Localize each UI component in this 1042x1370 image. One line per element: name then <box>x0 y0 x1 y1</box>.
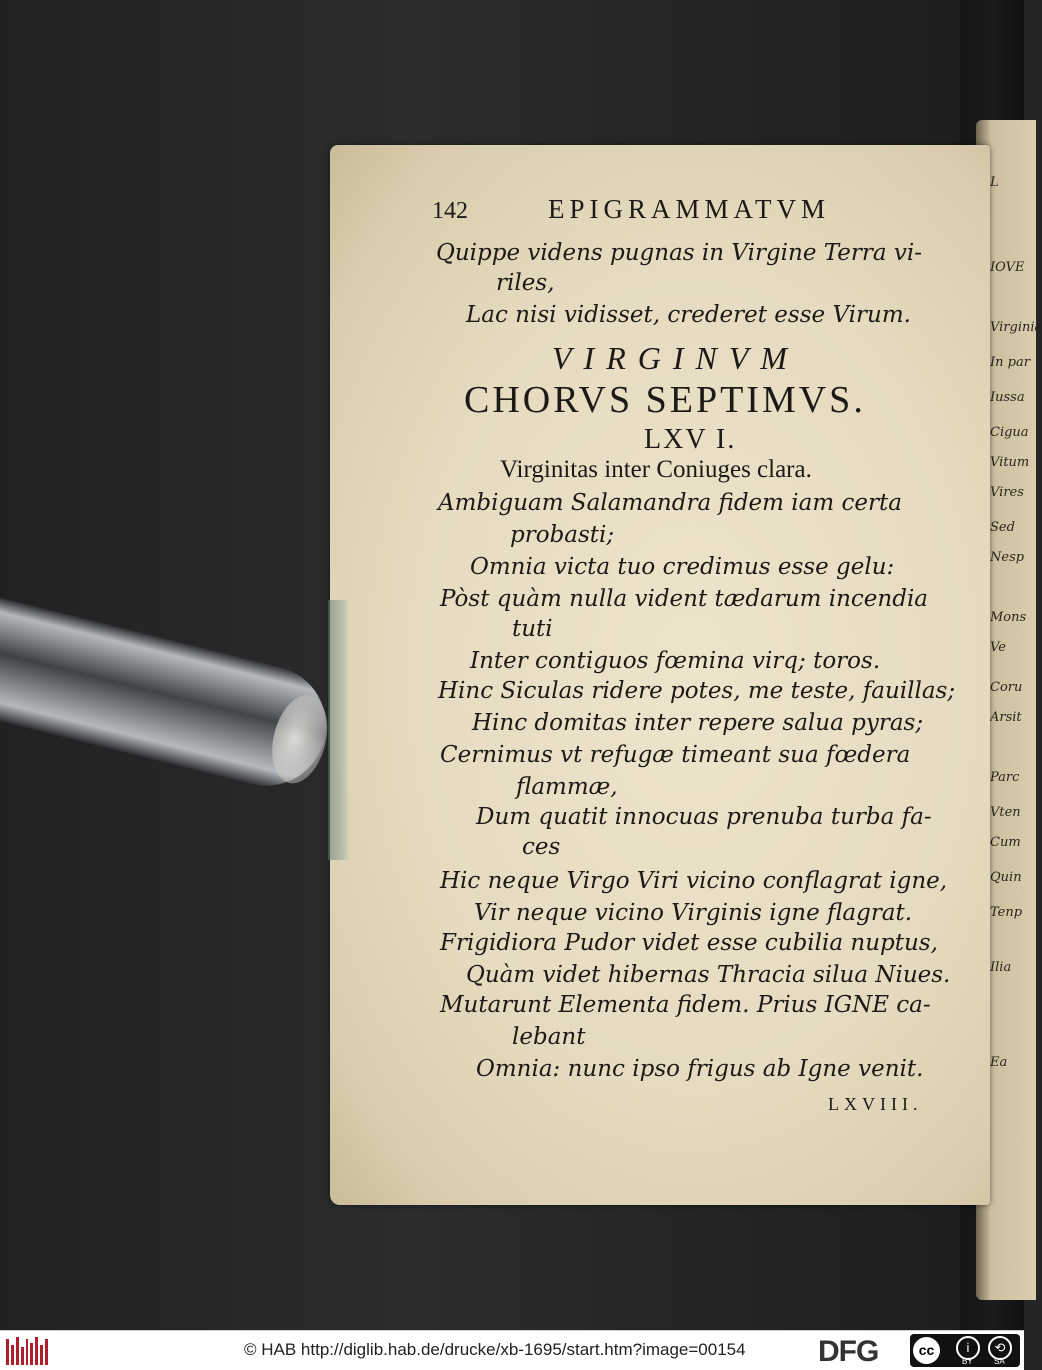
verse-line: riles, <box>496 270 555 296</box>
verse-line: tuti <box>512 616 553 642</box>
hab-logo-icon <box>6 1337 48 1365</box>
facing-fragment: Cigua <box>990 425 1029 440</box>
facing-fragment: Vires <box>990 485 1024 500</box>
verse-line: Quàm videt hibernas Thracia silua Niues. <box>466 962 951 988</box>
verse-line: probasti; <box>510 522 615 548</box>
facing-fragment: Arsit <box>990 710 1022 725</box>
facing-fragment: Vitum <box>990 455 1030 470</box>
dfg-logo-icon: DFG <box>818 1335 879 1368</box>
facing-fragment: Tenp <box>990 905 1023 920</box>
epigram-number: LXV I. <box>644 424 737 455</box>
facing-fragment: Parc <box>990 770 1020 785</box>
verse-line: Lac nisi vidisset, crederet esse Virum. <box>466 302 911 328</box>
facing-fragment: Ilia <box>990 960 1012 975</box>
section-heading: CHORVS SEPTIMVS. <box>464 379 866 421</box>
verse-line: Ambiguam Salamandra fidem iam certa <box>438 490 902 516</box>
epigram-title: Virginitas inter Coniuges clara. <box>500 456 812 483</box>
verse-line: Hic neque Virgo Viri vicino conflagrat igne, <box>440 868 948 894</box>
facing-fragment: L <box>990 175 999 190</box>
facing-fragment: Iussa <box>990 390 1025 405</box>
by-label: BY <box>962 1357 973 1366</box>
verse-line: Dum quatit innocuas prenuba turba fa- <box>476 804 932 830</box>
facing-fragment: Cum <box>990 835 1021 850</box>
facing-fragment: Ea <box>990 1055 1008 1070</box>
footer-bar <box>0 1330 1024 1370</box>
page-number: 142 <box>432 198 468 224</box>
by-icon: i <box>956 1336 980 1360</box>
verse-line: ces <box>522 834 561 860</box>
verse-line: Vir neque vicino Virginis igne flagrat. <box>474 900 913 926</box>
verse-line: lebant <box>512 1024 586 1050</box>
facing-fragment: Quin <box>990 870 1022 885</box>
facing-fragment: Virginia <box>990 320 1042 335</box>
sa-icon: ⟲ <box>988 1336 1012 1360</box>
verse-line: Hinc Siculas ridere potes, me teste, fauillas; <box>438 678 956 704</box>
section-heading: VIRGINVM <box>552 340 800 376</box>
verse-line: Cernimus vt refugæ timeant sua fœdera <box>440 742 911 768</box>
catchword: LXVIII. <box>828 1094 923 1114</box>
cc-license-icon[interactable] <box>910 1334 1020 1367</box>
verse-line: Omnia: nunc ipso frigus ab Igne venit. <box>476 1056 924 1082</box>
verse-line: Hinc domitas inter repere salua pyras; <box>472 710 924 736</box>
facing-fragment: Vten <box>990 805 1021 820</box>
sa-label: SA <box>994 1357 1005 1366</box>
copyright-link[interactable]: © HAB http://diglib.hab.de/drucke/xb-1695/start.htm?image=00154 <box>244 1340 746 1359</box>
running-header: EPIGRAMMATVM <box>548 194 831 224</box>
verse-line: Inter contiguos fœmina virq; toros. <box>470 648 881 674</box>
facing-fragment: Ve <box>990 640 1006 655</box>
facing-fragment: Mons <box>990 610 1027 625</box>
verse-line: Pòst quàm nulla vident tædarum incendia <box>440 586 929 612</box>
facing-fragment: Coru <box>990 680 1023 695</box>
facing-fragment: IOVE <box>990 260 1025 275</box>
verse-line: Frigidiora Pudor videt esse cubilia nuptus, <box>440 930 938 956</box>
verse-line: Omnia victa tuo credimus esse gelu: <box>470 554 895 580</box>
facing-fragment: In par <box>990 355 1030 370</box>
verse-line: flammæ, <box>516 774 618 800</box>
cc-icon: cc <box>913 1337 940 1364</box>
verse-line: Mutarunt Elementa fidem. Prius IGNE ca- <box>440 992 931 1018</box>
facing-fragment: Nesp <box>990 550 1025 565</box>
facing-fragment: Sed <box>990 520 1015 535</box>
verse-line: Quippe videns pugnas in Virgine Terra vi- <box>436 240 923 266</box>
